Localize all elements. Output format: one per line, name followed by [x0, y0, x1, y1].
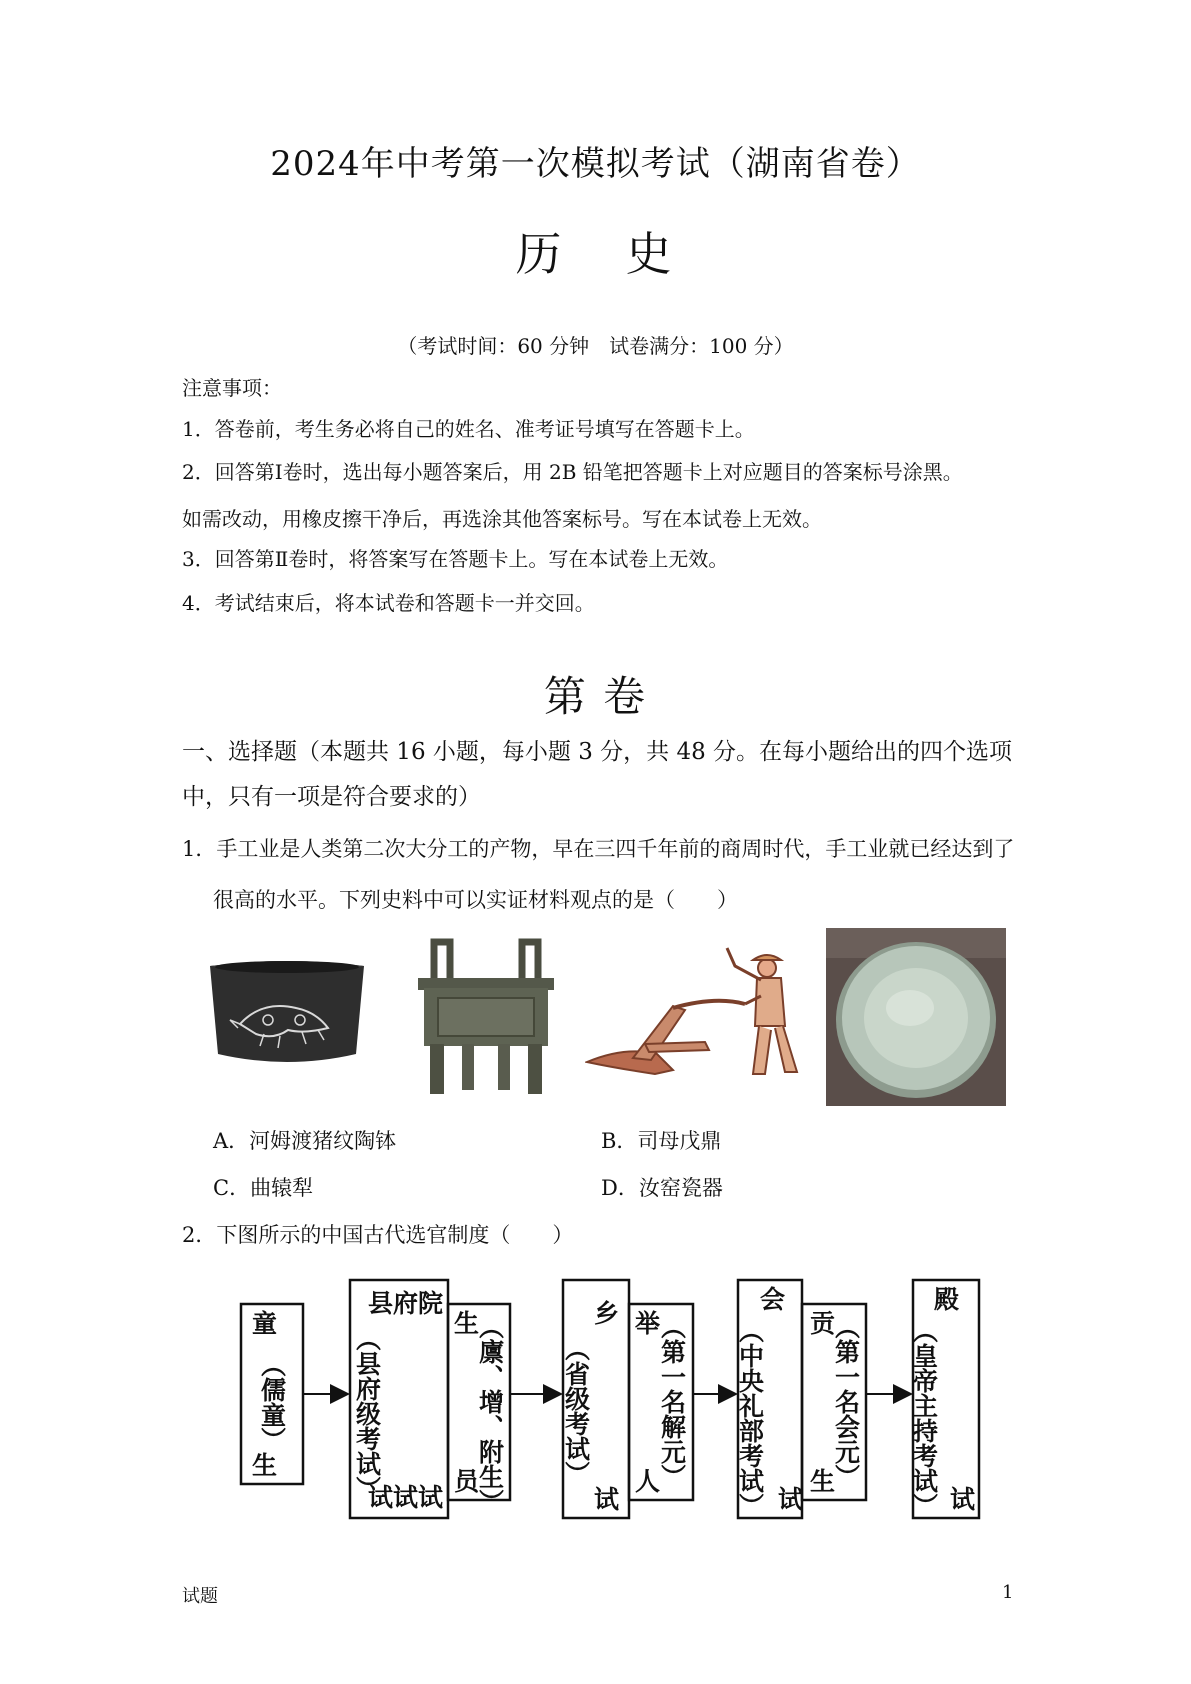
pottery-bowl-image [204, 958, 370, 1074]
page-number: 1 [1002, 1582, 1014, 1603]
exam-title: 2024年中考第一次模拟考试（湖南省卷） [270, 144, 921, 184]
notes-heading: 注意事项： [182, 376, 282, 400]
bronze-ding-image [412, 936, 560, 1098]
flow-juren-main: 举 [635, 1309, 661, 1338]
plough-image [585, 946, 801, 1082]
flow-county-bottom: 试试试 [368, 1483, 444, 1512]
note-item: 1．答卷前，考生务必将自己的姓名、准考证号填写在答题卡上。 [182, 417, 755, 441]
note-item: 4．考试结束后，将本试卷和答题卡一并交回。 [182, 591, 595, 615]
flow-tongsheng-main: 童 [252, 1309, 278, 1338]
flow-shengyuan-paren: （廪、增、附生） [475, 1314, 505, 1514]
footer-label: 试题 [182, 1586, 218, 1607]
part-title: 第 卷 [543, 672, 648, 721]
flow-metro-end: 试 [778, 1485, 804, 1514]
q1-option-c[interactable]: C．曲辕犁 [213, 1176, 314, 1200]
flow-shengyuan-main: 生 [454, 1309, 480, 1338]
q1-option-d[interactable]: D．汝窑瓷器 [601, 1176, 723, 1200]
q1-stem-line1: 1．手工业是人类第二次大分工的产物，早在三四千年前的商周时代，手工业就已经达到了 [182, 837, 1015, 861]
q1-stem-line2: 很高的水平。下列史料中可以实证材料观点的是（ ） [213, 888, 738, 912]
flow-juren-end: 人 [635, 1467, 661, 1496]
flow-county-paren: （县府级考试） [352, 1326, 382, 1501]
note-item: 3．回答第Ⅱ卷时，将答案写在答题卡上。写在本试卷上无效。 [182, 547, 729, 571]
section-heading-line1: 一、选择题（本题共 16 小题，每小题 3 分，共 48 分。在每小题给出的四个选项 [182, 739, 1013, 765]
note-item: 2．回答第Ⅰ卷时，选出每小题答案后，用 2B 铅笔把答题卡上对应题目的答案标号涂黑。 [182, 460, 963, 484]
ru-ware-dish-image [826, 928, 1006, 1106]
flow-tongsheng-end: 生 [252, 1451, 278, 1480]
flow-provincial-paren: （省级考试） [561, 1336, 591, 1486]
q1-option-a[interactable]: A．河姆渡猪纹陶钵 [213, 1129, 397, 1153]
section-heading-line2: 中，只有一项是符合要求的） [182, 784, 481, 810]
flow-palace-end: 试 [950, 1485, 976, 1514]
exam-info: （考试时间：60 分钟 试卷满分：100 分） [397, 334, 794, 358]
flow-shengyuan-end: 员 [454, 1467, 480, 1496]
flow-county-top: 县府院 [368, 1289, 444, 1318]
flow-metro-paren: （中央礼部考试） [735, 1318, 765, 1518]
subject-char-1: 历 [515, 227, 566, 281]
flow-provincial-end: 试 [594, 1485, 620, 1514]
flow-palace-paren: （皇帝主持考试） [909, 1318, 939, 1518]
flow-palace-main: 殿 [934, 1285, 960, 1314]
note-item: 如需改动，用橡皮擦干净后，再选涂其他答案标号。写在本试卷上无效。 [182, 507, 822, 531]
q2-stem: 2．下图所示的中国古代选官制度（ ） [182, 1223, 574, 1247]
flow-metro-main: 会 [760, 1285, 786, 1314]
flow-tongsheng-paren: （儒童） [257, 1352, 287, 1452]
subject-char-2: 史 [625, 227, 676, 281]
flow-juren-paren: （第一名解元） [657, 1314, 687, 1489]
flow-gongsheng-main: 贡 [810, 1309, 836, 1338]
subject-title [0, 218, 1191, 284]
flow-gongsheng-end: 生 [810, 1467, 836, 1496]
q1-option-b[interactable]: B．司母戊鼎 [601, 1129, 722, 1153]
flow-provincial-main: 乡 [594, 1299, 620, 1328]
flow-gongsheng-paren: （第一名会元） [831, 1314, 861, 1489]
imperial-exam-flow-diagram [230, 1268, 1000, 1530]
